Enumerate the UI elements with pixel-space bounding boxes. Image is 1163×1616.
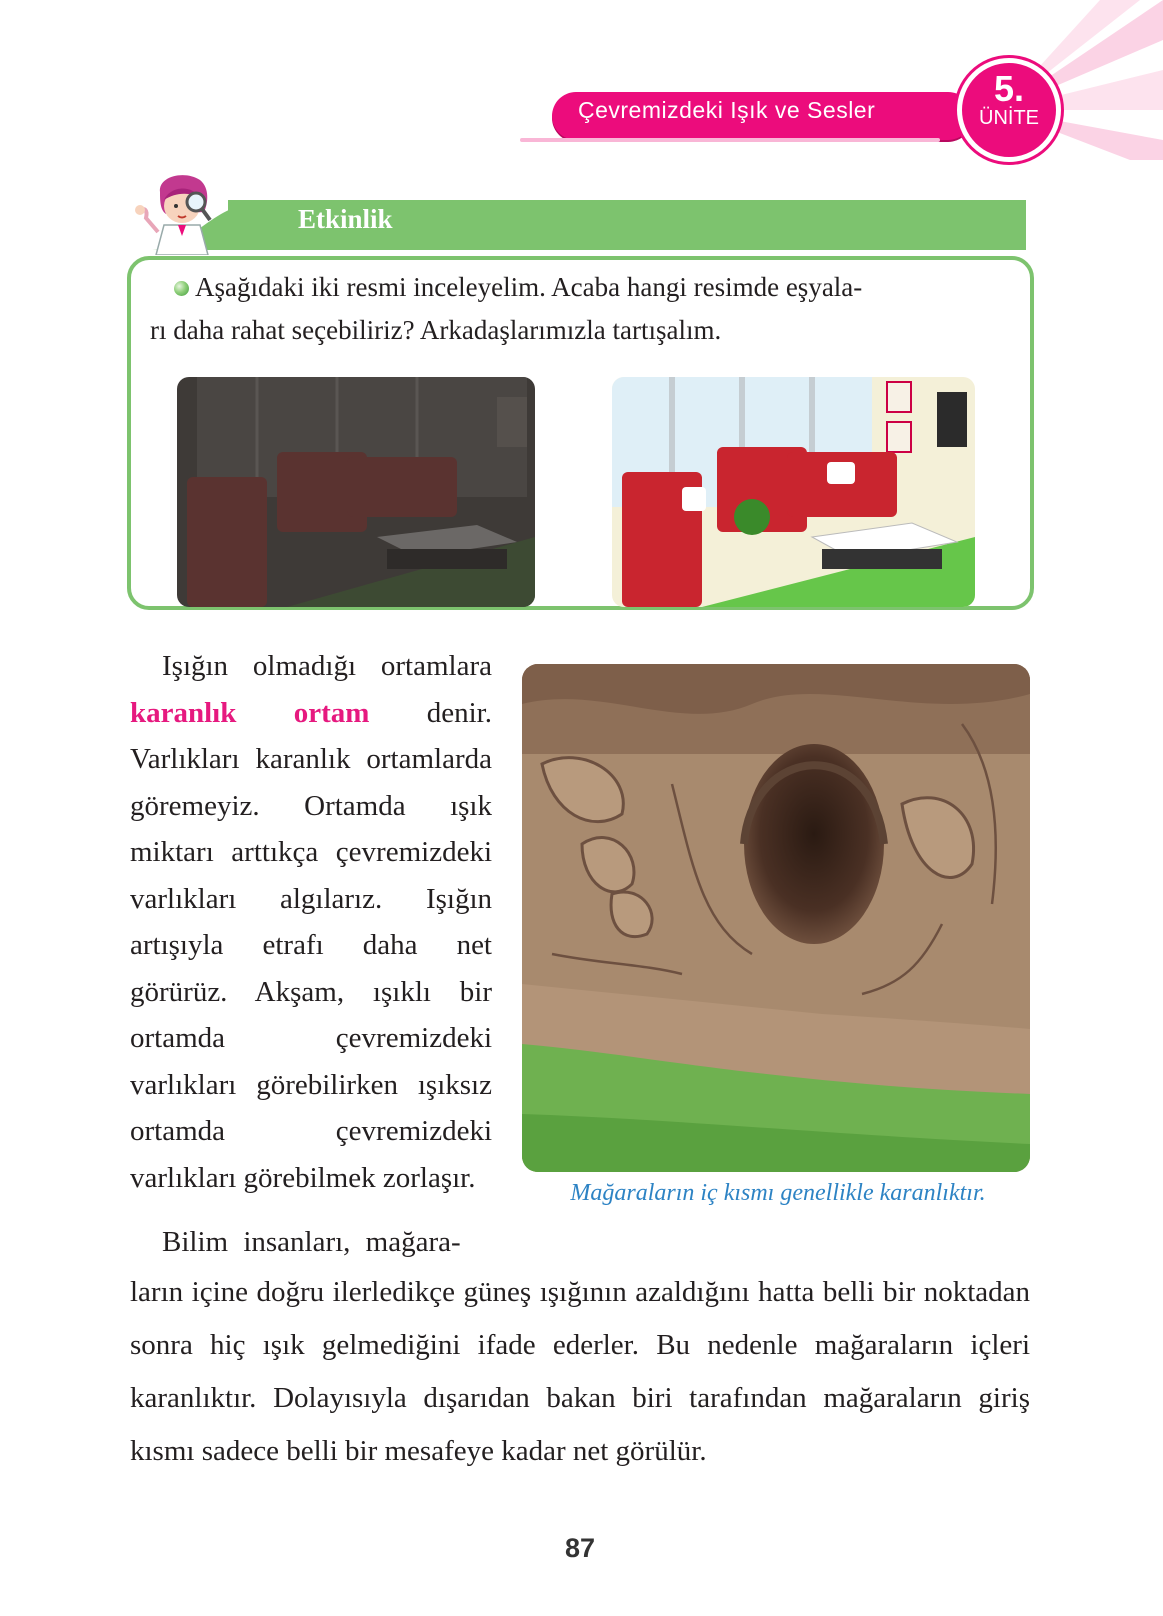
unit-badge [957,58,1061,162]
instruction-line-2: rı daha rahat seçebiliriz? Arkadaşlarımızla tartışalım. [150,315,722,345]
keyword-dark-environment: karanlık ortam [130,696,370,729]
unit-title-underline [520,138,940,142]
unit-title: Çevremizdeki Işık ve Sesler [578,97,876,123]
cave-illustration [522,664,1030,1172]
bright-living-room-image [612,377,975,607]
paragraph-2-first-line: Bilim insanları, mağara- [162,1226,461,1258]
paragraph-2-rest: ların içine doğru ilerledikçe güneş ışığının azaldığını hatta belli bir noktadan sonra hiç ışık gelmediğini ifade ederler. Bu nedenle mağaraların içleri karanlıktır. Dolayısıyla dışarıdan bakan biri tarafından mağaraların giriş kısmı sadece belli bir mesafeye kadar net görülür. [130,1276,1030,1467]
dark-environment-paragraph [130,643,492,1201]
scientist-girl-illustration [130,170,230,255]
paragraph-1-start: Işığın olmadığı ortamlara [162,650,492,682]
unit-number: 5. [993,68,1025,109]
dark-living-room-image [177,377,535,607]
cave-caption: Mağaraların iç kısmı genellikle karanlıktır. [570,1180,986,1206]
activity-instruction [150,266,1010,352]
paragraph-1-end: denir. Varlıkları karanlık ortamlarda göremeyiz. Ortamda ışık miktarı arttıkça çevremizdeki varlıkları algılarız. Işığın artışıyla etrafı daha net görürüz. Akşam, ışıklı bir ortamda çevremizdeki varlıkları görebilirken ışıksız ortamda çevremizdeki varlıkları görebilmek zorlaşır. [130,696,492,1194]
unit-label: ÜNİTE [979,107,1039,129]
bullet-icon [174,281,189,296]
instruction-line-1: Aşağıdaki iki resmi inceleyelim. Acaba hangi resimde eşyala- [195,272,863,302]
page-number: 87 [564,1533,596,1563]
activity-title: Etkinlik [298,204,393,234]
